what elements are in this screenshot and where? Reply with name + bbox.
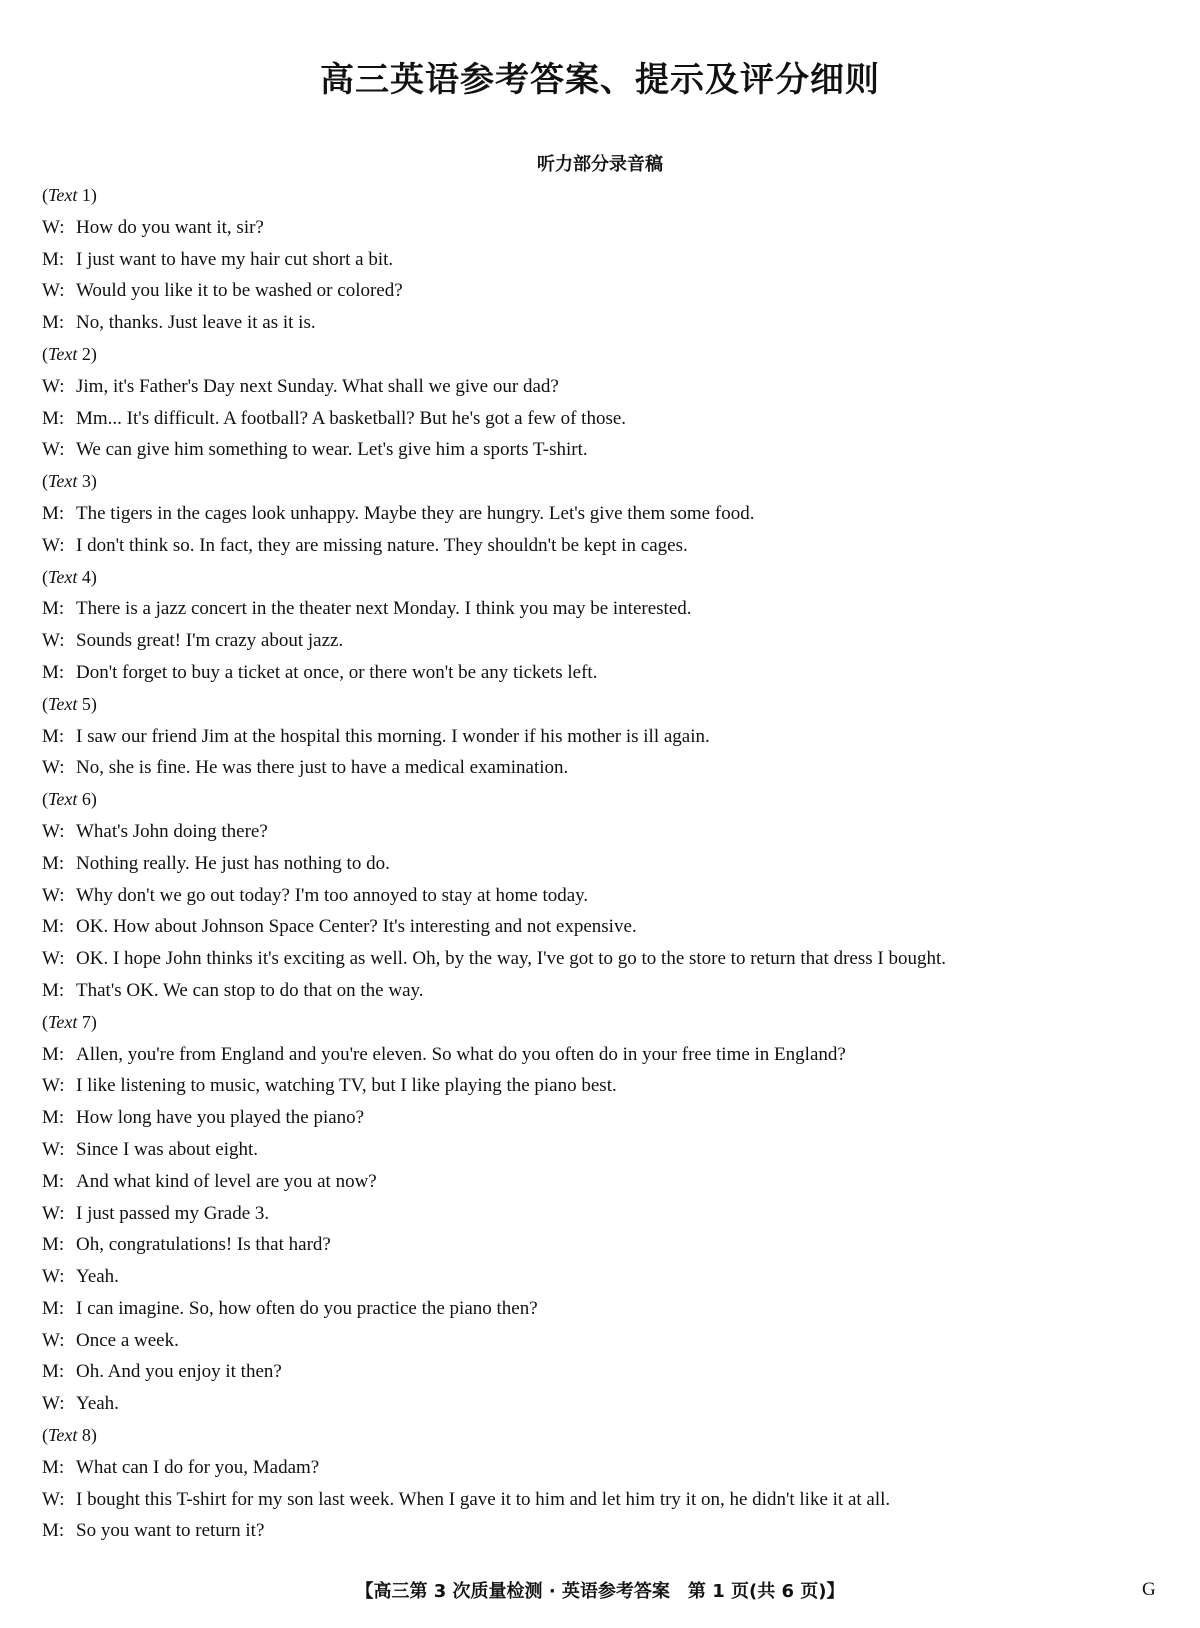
dialogue-text: I can imagine. So, how often do you practice the piano then? [76,1297,538,1319]
speaker-label: W: [42,216,65,238]
speaker-label: M: [42,1234,65,1256]
speaker-label: W: [42,280,65,302]
speaker-label: M: [42,502,65,524]
speaker-label: W: [42,820,65,842]
dialogue-text: The tigers in the cages look unhappy. Maybe they are hungry. Let's give them some food. [76,502,755,524]
dialogue-text: OK. How about Johnson Space Center? It's interesting and not expensive. [76,916,637,938]
speaker-label: W: [42,1202,65,1224]
speaker-label: W: [42,630,65,652]
dialogue-line [42,244,1162,276]
dialogue-text: That's OK. We can stop to do that on the way. [76,979,424,1001]
dialogue-line [42,1261,1162,1293]
dialogue-text: I saw our friend Jim at the hospital this morning. I wonder if his mother is ill again. [76,725,710,747]
dialogue-text: Don't forget to buy a ticket at once, or there won't be any tickets left. [76,661,598,683]
speaker-label: M: [42,312,65,334]
dialogue-line [42,721,1162,753]
text-section-label: (Text 8) [42,1425,97,1446]
dialogue-line [42,943,1162,975]
dialogue-text: I just want to have my hair cut short a bit. [76,248,394,270]
speaker-label: W: [42,1266,65,1288]
text-section-label: (Text 4) [42,566,97,587]
dialogue-line [42,212,1162,244]
speaker-label: M: [42,916,65,938]
dialogue-text: And what kind of level are you at now? [76,1170,377,1192]
text-label-word: Text [48,343,78,364]
dialogue-line [42,434,1162,466]
text-label-word: Text [48,566,78,587]
speaker-label: M: [42,598,65,620]
dialogue-text: Oh. And you enjoy it then? [76,1361,282,1383]
speaker-label: W: [42,375,65,397]
dialogue-text: So you want to return it? [76,1520,265,1542]
speaker-label: M: [42,248,65,270]
section-title: 听力部分录音稿 [537,154,663,175]
speaker-label: W: [42,884,65,906]
dialogue-line [42,1356,1162,1388]
speaker-label: W: [42,757,65,779]
dialogue-line [42,1325,1162,1357]
text-label-word: Text [48,1011,78,1032]
text-label-number: 5 [81,693,91,714]
dialogue-line [42,498,1162,530]
dialogue-text: What can I do for you, Madam? [76,1456,320,1478]
dialogue-line [42,275,1162,307]
text-label-number: 3 [81,471,91,492]
dialogue-line [42,1484,1162,1516]
dialogue-line [42,1229,1162,1261]
dialogue-line [42,1452,1162,1484]
transcript [42,180,1162,1547]
dialogue-line [42,1198,1162,1230]
dialogue-text: Allen, you're from England and you're eleven. So what do you often do in your free time in England? [76,1043,846,1065]
dialogue-text: Sounds great! I'm crazy about jazz. [76,630,344,652]
dialogue-line [42,911,1162,943]
speaker-label: M: [42,1107,65,1129]
dialogue-text: There is a jazz concert in the theater next Monday. I think you may be interested. [76,598,692,620]
speaker-label: M: [42,1043,65,1065]
dialogue-text: I don't think so. In fact, they are missing nature. They shouldn't be kept in cages. [76,534,688,556]
speaker-label: W: [42,439,65,461]
dialogue-text: No, thanks. Just leave it as it is. [76,312,316,334]
text-label-number: 8 [81,1425,91,1446]
text-section-label: (Text 6) [42,789,97,810]
text-section-label: (Text 3) [42,471,97,492]
dialogue-text: Would you like it to be washed or colored? [76,280,403,302]
dialogue-line [42,1166,1162,1198]
dialogue-text: Why don't we go out today? I'm too annoyed to stay at home today. [76,884,589,906]
dialogue-text: I bought this T-shirt for my son last week. When I gave it to him and let him try it on, he didn't like it at all. [76,1488,891,1510]
dialogue-text: I like listening to music, watching TV, but I like playing the piano best. [76,1075,617,1097]
dialogue-line [42,1388,1162,1420]
speaker-label: W: [42,1393,65,1415]
text-label-number: 6 [81,789,91,810]
speaker-label: W: [42,1138,65,1160]
dialogue-line [42,880,1162,912]
page-title: 高三英语参考答案、提示及评分细则 [320,60,880,100]
dialogue-line [42,1039,1162,1071]
dialogue-text: I just passed my Grade 3. [76,1202,270,1224]
dialogue-line [42,975,1162,1007]
page-footer: 【高三第 3 次质量检测 · 英语参考答案 第 1 页(共 6 页)】 [355,1581,845,1602]
speaker-label: M: [42,1456,65,1478]
dialogue-line [42,307,1162,339]
text-label-number: 1 [81,185,91,205]
text-section-label: (Text 7) [42,1011,97,1032]
dialogue-line [42,530,1162,562]
speaker-label: M: [42,979,65,1001]
speaker-label: M: [42,1170,65,1192]
text-label-word: Text [48,1425,78,1446]
dialogue-text: Mm... It's difficult. A football? A basketball? But he's got a few of those. [76,407,627,429]
dialogue-text: Jim, it's Father's Day next Sunday. What shall we give our dad? [76,375,559,397]
text-section-label: (Text 5) [42,693,97,714]
dialogue-line [42,657,1162,689]
dialogue-line [42,752,1162,784]
text-label-word: Text [48,185,78,205]
dialogue-text: How do you want it, sir? [76,216,264,238]
dialogue-line [42,1070,1162,1102]
speaker-label: M: [42,407,65,429]
text-section-label: (Text 1) [42,185,97,205]
text-label-number: 4 [81,566,91,587]
text-label-number: 2 [81,343,91,364]
dialogue-text: Yeah. [76,1393,119,1415]
speaker-label: W: [42,1488,65,1510]
dialogue-text: OK. I hope John thinks it's exciting as well. Oh, by the way, I've got to go to the store to return that dress I bought. [76,948,946,970]
speaker-label: M: [42,1297,65,1319]
dialogue-text: Once a week. [76,1329,179,1351]
text-label-word: Text [48,789,78,810]
speaker-label: W: [42,948,65,970]
dialogue-text: Yeah. [76,1266,119,1288]
speaker-label: W: [42,1329,65,1351]
dialogue-text: What's John doing there? [76,820,268,842]
dialogue-text: Since I was about eight. [76,1138,259,1160]
version-mark: G [1142,1579,1156,1600]
dialogue-text: Nothing really. He just has nothing to do. [76,852,390,874]
dialogue-text: Oh, congratulations! Is that hard? [76,1234,331,1256]
dialogue-text: How long have you played the piano? [76,1107,365,1129]
dialogue-line [42,625,1162,657]
dialogue-line [42,1293,1162,1325]
dialogue-line [42,1515,1162,1547]
text-label-word: Text [48,471,78,492]
speaker-label: W: [42,534,65,556]
dialogue-line [42,371,1162,403]
speaker-label: M: [42,661,65,683]
dialogue-line [42,816,1162,848]
text-section-label: (Text 2) [42,343,97,364]
speaker-label: M: [42,1520,65,1542]
speaker-label: M: [42,725,65,747]
dialogue-line [42,1102,1162,1134]
text-label-number: 7 [81,1011,91,1032]
dialogue-text: We can give him something to wear. Let's give him a sports T-shirt. [76,439,588,461]
dialogue-line [42,403,1162,435]
speaker-label: W: [42,1075,65,1097]
dialogue-line [42,848,1162,880]
speaker-label: M: [42,852,65,874]
dialogue-line [42,593,1162,625]
dialogue-text: No, she is fine. He was there just to have a medical examination. [76,757,569,779]
dialogue-line [42,1134,1162,1166]
text-label-word: Text [48,693,78,714]
speaker-label: M: [42,1361,65,1383]
